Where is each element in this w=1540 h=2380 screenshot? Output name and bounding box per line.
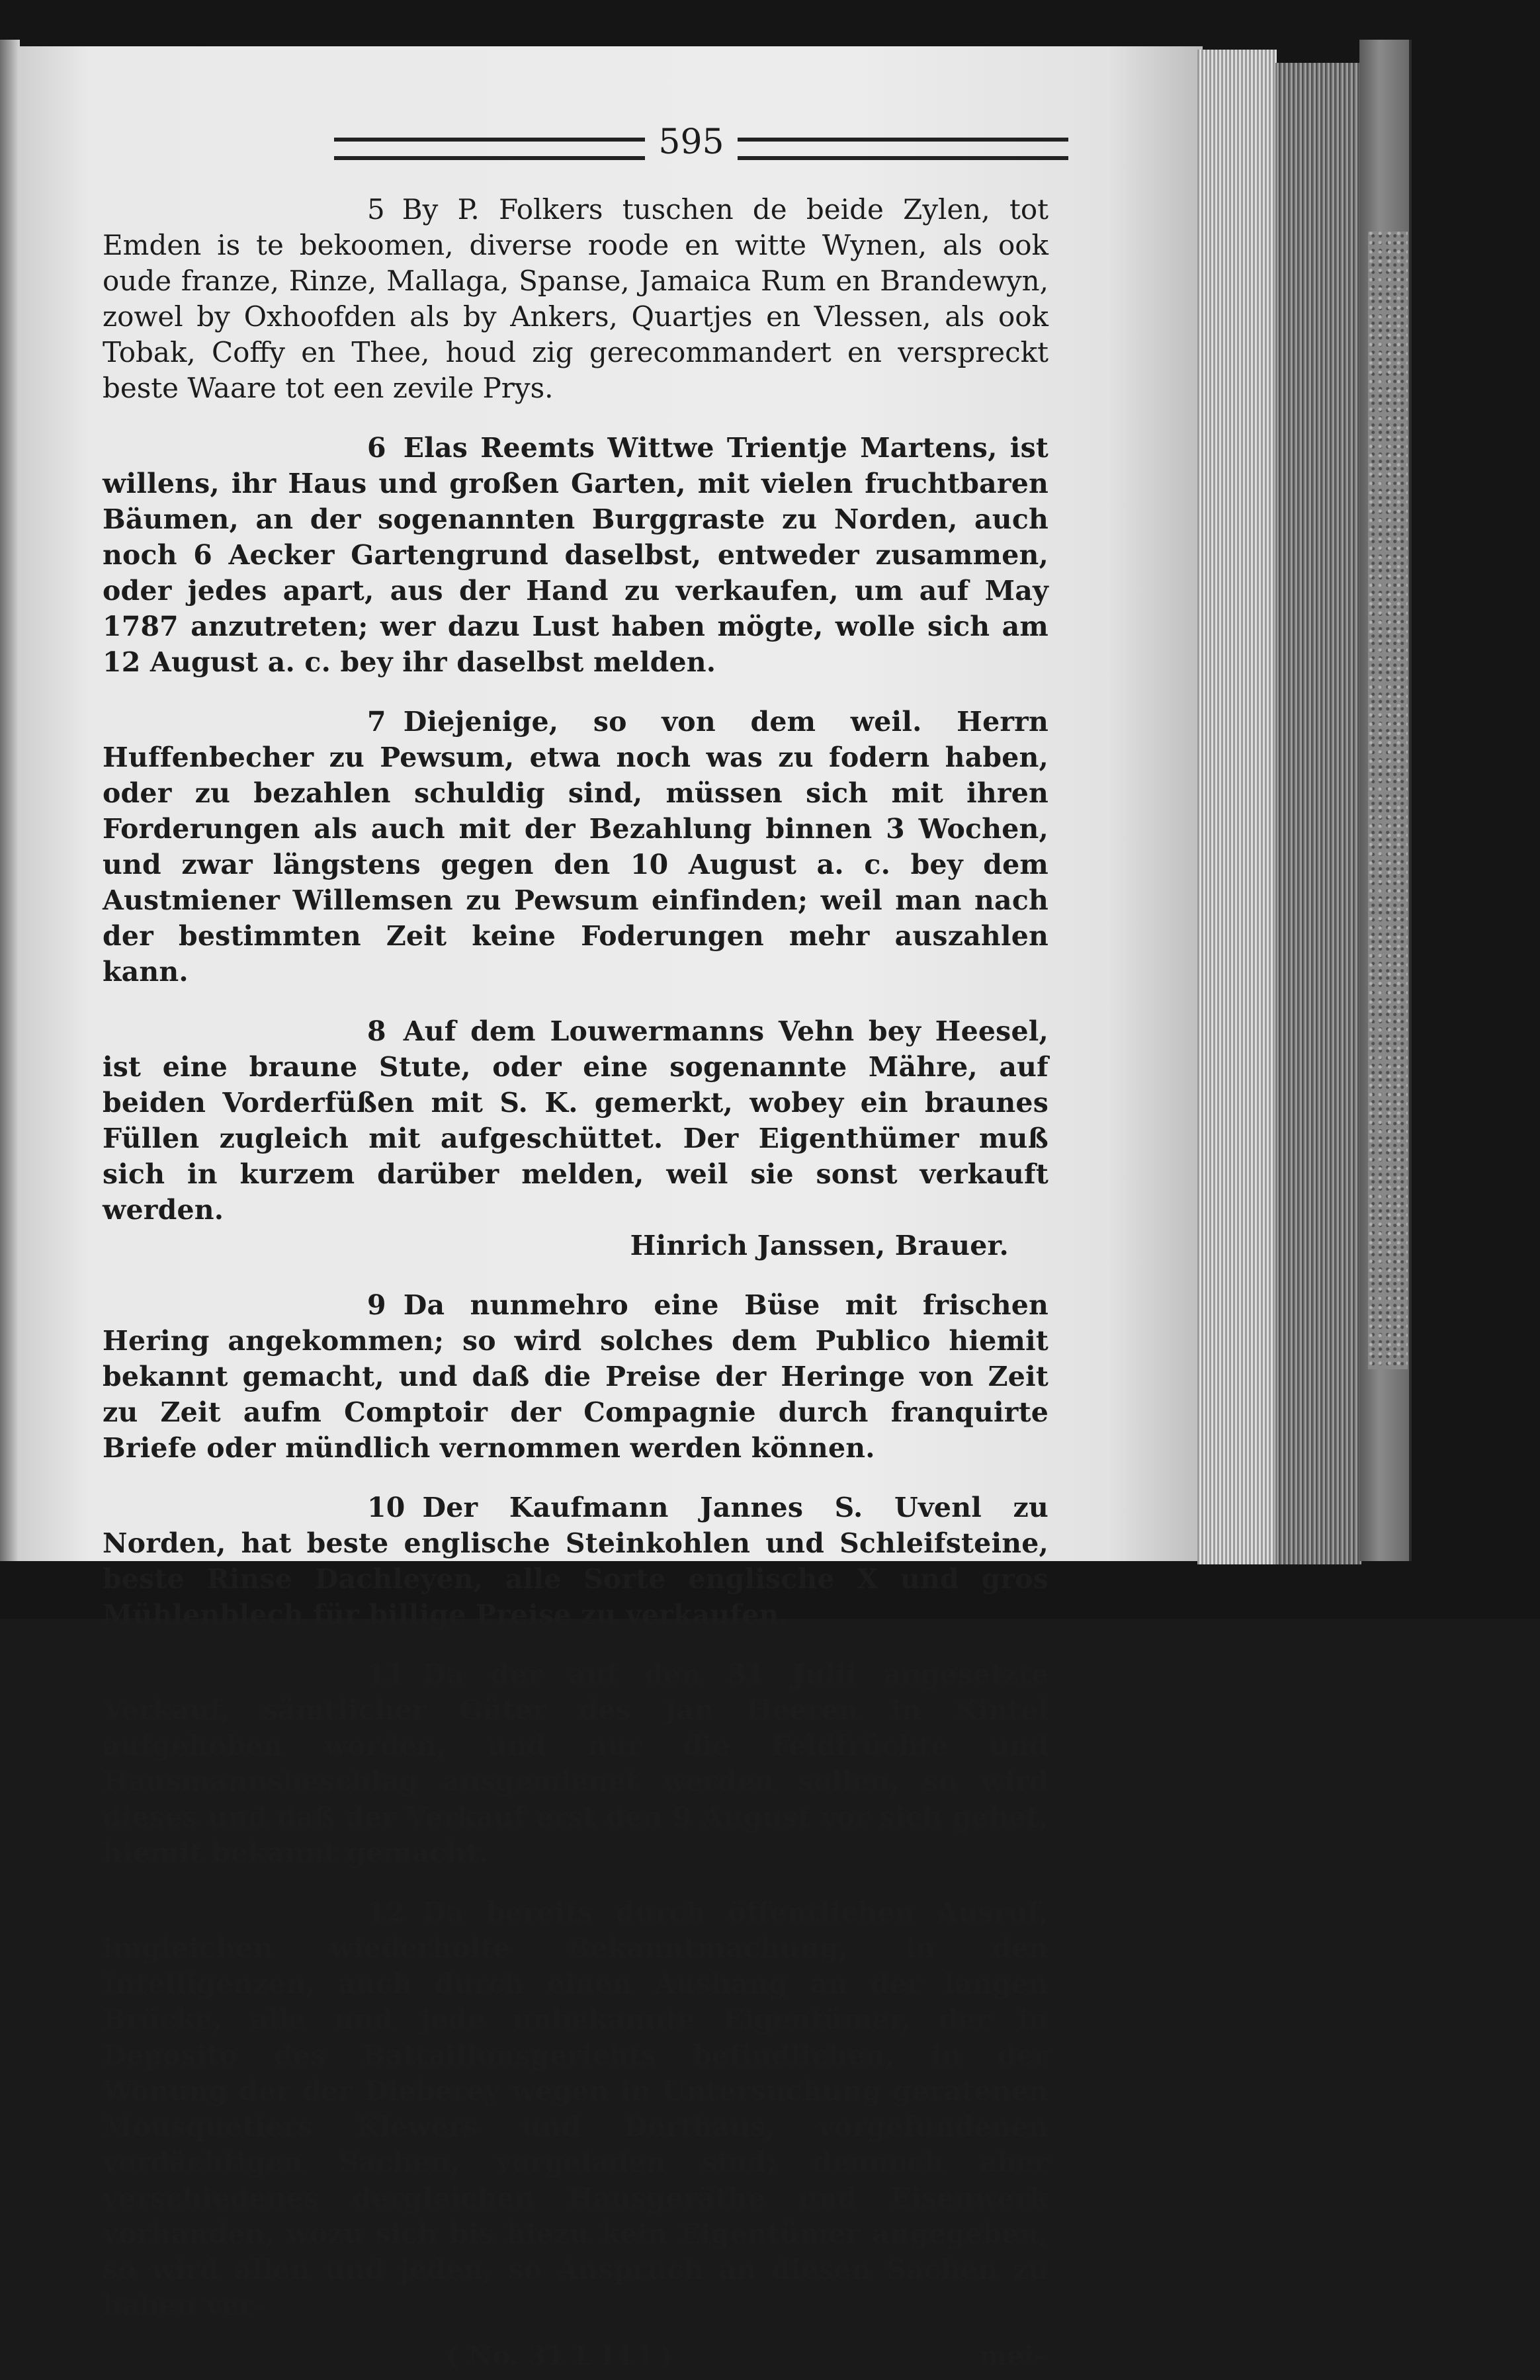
notice-text: Da nunmehro eine Büse mit frischen Hering angekommen; so wird solches dem Publico hiemit bekannt gemacht, und daß die Preise der Heringe von Zeit zu Zeit aufm Comptoir der Compagnie durch franquirte Briefe oder mündlich vernommen werden können. (103, 1289, 1048, 1464)
notice-5 (103, 192, 1048, 406)
notice-12 (103, 1894, 1048, 2323)
notice-number: 11 (367, 1658, 406, 1690)
header-rule-right (738, 138, 1068, 160)
notice-7 (103, 704, 1048, 990)
page-header (103, 119, 1048, 192)
page-footer (103, 2340, 1048, 2380)
notice-number: 7 (367, 706, 386, 738)
notice-number: 12 (367, 1896, 406, 1928)
notice-text: Auf dem Louwermanns Vehn bey Heesel, ist eine braune Stute, oder eine sogenannte Mähre, auf beiden Vorderfüßen mit S. K. gemerkt, wobey ein braunes Füllen zugleich mit aufgeschüttet. Der Eigenthümer muß sich in kurzem darüber melden, weil sie sonst verkauft werden. (103, 1015, 1048, 1226)
notice-text: Da bereits durch öffentlichen Ausruf, imgleichen wiederholte Bekanntmachung, in den Intelligenzen, auch durch einen Aushang an der langen Brücke, alle und jede unbekannte Eigentümer, der in Deposito des Battaillonsgerichts befindlichen, in der Wonung der der Dieberey wegen in Untersuchung geratenen Mousquetiers Klewers und Dorthaus, vorgefundenen verdächtigen Sachen, vorgeladen sind; dennoch aber verschiedenes dergleichen Hausgeräthe und Eisenwerk vorhanden, wozu sich bis hiezu kein Eigentümer angegeben, so wird allen und jeden, so Anspruch an diesen Sachen zu haben ver- (103, 1896, 1048, 2321)
notice-8 (103, 1013, 1048, 1263)
notice-9 (103, 1287, 1048, 1466)
header-rule-left (334, 138, 645, 160)
notice-text: By P. Folkers tuschen de beide Zylen, tot Emden is te bekoomen, diverse roode en witte Wynen, als ook oude franze, Rinze, Mallaga, Spanse, Jamaica Rum en Brandewyn, zowel by Oxhoofden als by Ankers, Quartjes en Vlessen, als ook Tobak, Coffy en Thee, houd zig gerecommandert en verspreckt beste Waare tot een zevile Prys. (103, 193, 1048, 404)
notice-number: 6 (367, 432, 386, 464)
left-page-edge (0, 40, 20, 1561)
page-content (103, 119, 1048, 2380)
marbled-cover (1368, 232, 1408, 1369)
page-number: 595 (658, 122, 724, 162)
catchword: mei- (979, 2340, 1045, 2371)
notice-text: Da der auf den 31 Julii angesetzte Verkauf, sämtlicher Güter des Jan Heeren in Kintel aufgehoben worden, und nur die Feldfrüchte und Hausmannsbeschlag ausgemienet werden sollen, so wird dieses und daß der Verkauf erst den 9 August vor sich gehet, hiemit bekannt gemacht. (103, 1658, 1048, 1869)
notice-10 (103, 1490, 1048, 1633)
text-block-edge (1275, 63, 1361, 1564)
notice-number: 9 (367, 1289, 386, 1321)
notice-text: Diejenige, so von dem weil. Herrn Huffenbecher zu Pewsum, etwa noch was zu fodern haben, oder zu bezahlen schuldig sind, müssen sich mit ihren Forderungen als auch mit der Bezahlung binnen 3 Wochen, und zwar längstens gegen den 10 August a. c. bey dem Austmiener Willemsen zu Pewsum einfinden; weil man nach der bestimmten Zeit keine Foderungen mehr auszahlen kann. (103, 706, 1048, 988)
notice-number: 10 (367, 1492, 406, 1523)
page-edges (1197, 50, 1277, 1564)
notice-number: 5 (367, 193, 385, 226)
signature-mark: ( No. 31 L l l l ) (447, 2340, 673, 2371)
notice-6 (103, 430, 1048, 680)
notice-text: Elas Reemts Wittwe Trientje Martens, ist willens, ihr Haus und großen Garten, mit vielen fruchtbaren Bäumen, an der sogenannten Burggraste zu Norden, auch noch 6 Aecker Gartengrund daselbst, entweder zusammen, oder jedes apart, aus der Hand zu verkaufen, um auf May 1787 anzutreten; wer dazu Lust haben mögte, wolle sich am 12 August a. c. bey ihr daselbst melden. (103, 432, 1048, 678)
notice-text: Der Kaufmann Jannes S. Uvenl zu Norden, hat beste englische Steinkohlen und Schleifsteine, beste Rinse Dachleyen, alle Sorte englische X und gros Mühlenblech für billige Preise zu verkaufen. (103, 1492, 1048, 1631)
notice-signature: Hinrich Janssen, Brauer. (630, 1230, 1009, 1261)
notice-11 (103, 1656, 1048, 1871)
notice-number: 8 (367, 1015, 386, 1047)
